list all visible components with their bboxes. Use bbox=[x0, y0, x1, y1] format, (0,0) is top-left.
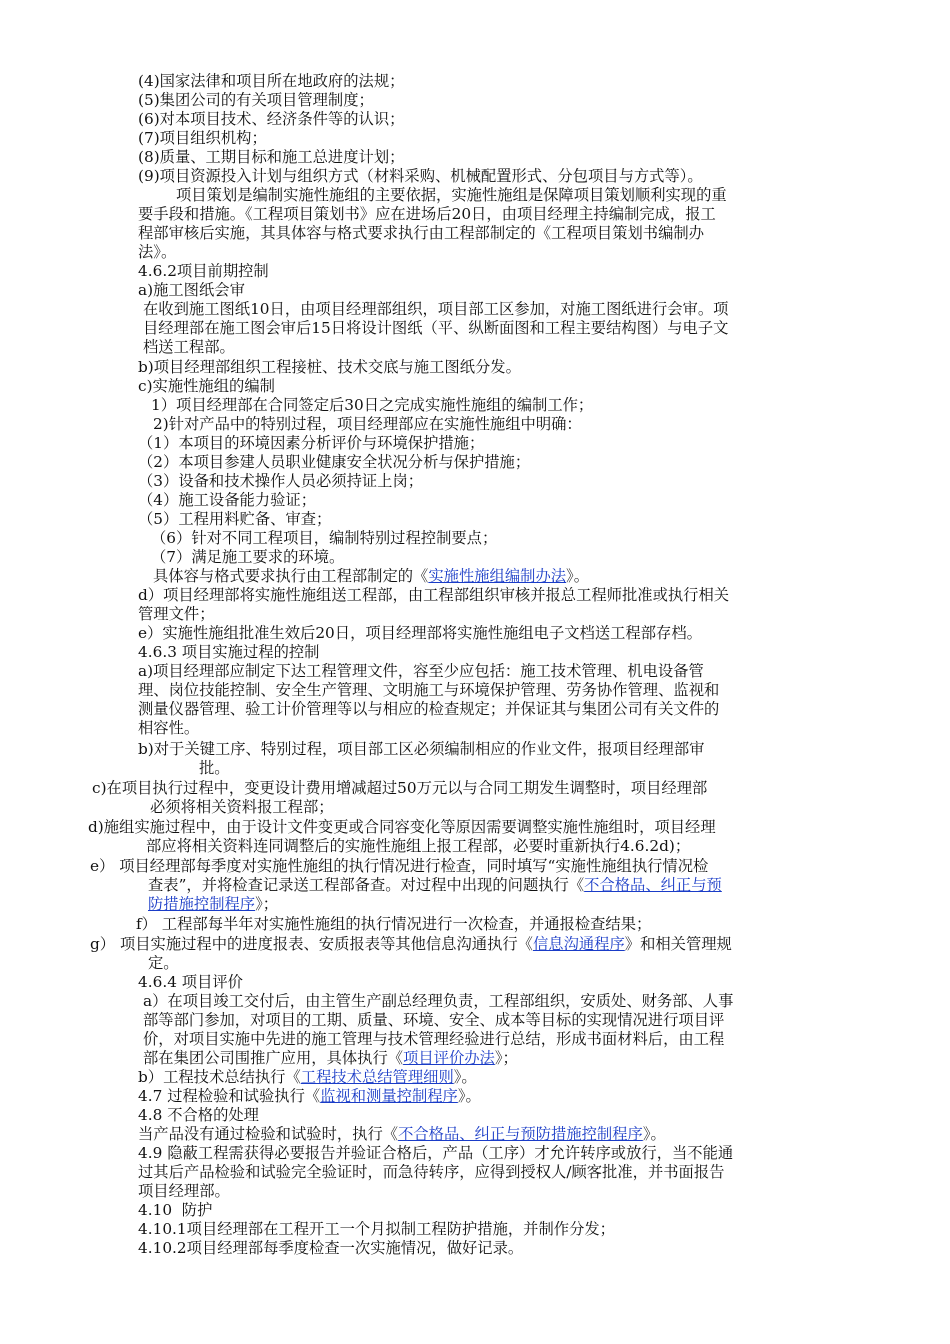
text-line bbox=[146, 837, 690, 855]
text-run: 部等部门参加，对项目的工期、质量、环境、安全、成本等目标的实现情况进行项目评 bbox=[143, 1011, 725, 1029]
text-run: 在收到施工图纸10日，由项目经理部组织，项目部工区参加，对施工图纸进行会审。项 bbox=[143, 300, 729, 318]
text-run: 必须将相关资料报工程部； bbox=[150, 798, 334, 816]
text-run: 》； bbox=[494, 1049, 518, 1067]
text-line bbox=[151, 529, 497, 547]
text-run: （5）工程用料贮备、审查； bbox=[138, 510, 332, 528]
text-run: b）工程技术总结执行《 bbox=[138, 1068, 301, 1086]
text-line bbox=[138, 1239, 523, 1257]
text-run: c)在项目执行过程中，变更设计费用增减超过50万元以与合同工期发生调整时，项目经理部 bbox=[92, 779, 708, 797]
text-run: 4.8 不合格的处理 bbox=[138, 1106, 259, 1124]
text-run: 》； bbox=[255, 895, 279, 913]
text-run: 查表”，并将检查记录送工程部备查。对过程中出现的问题执行《 bbox=[148, 876, 585, 894]
text-line bbox=[176, 186, 727, 204]
text-run: 程部审核后实施，其具体容与格式要求执行由工程部制定的《工程项目策划书编制办 bbox=[138, 224, 704, 242]
text-run: 要手段和措施。《工程项目策划书》应在进场后20日，由项目经理主持编制完成，报工 bbox=[138, 205, 716, 223]
text-run: c)实施性施组的编制 bbox=[138, 377, 275, 395]
text-line bbox=[138, 472, 423, 490]
text-run: a)施工图纸会审 bbox=[138, 281, 245, 299]
text-run: 批。 bbox=[199, 759, 230, 777]
text-line bbox=[138, 377, 275, 395]
text-run: b)对于关键工序、特别过程，项目部工区必须编制相应的作业文件，报项目经理部审 bbox=[138, 740, 705, 758]
text-run: （4）施工设备能力验证； bbox=[138, 491, 316, 509]
text-line bbox=[138, 605, 215, 623]
text-run: 过其后产品检验和试验完全验证时，而急待转序，应得到授权人/顾客批准，并书面报告 bbox=[138, 1163, 725, 1181]
text-line bbox=[138, 1068, 477, 1086]
text-run: 目经理部在施工图会审后15日将设计图纸（平、纵断面图和工程主要结构图）与电子文 bbox=[143, 319, 729, 337]
text-run: 4.10.1项目经理部在工程开工一个月拟制工程防护措施，并制作分发； bbox=[138, 1220, 615, 1238]
text-line bbox=[92, 779, 707, 797]
text-run: a)项目经理部应制定下达工程管理文件，容至少应包括：施工技术管理、机电设备管 bbox=[138, 662, 704, 680]
text-run: e） 项目经理部每季度对实施性施组的执行情况进行检查，同时填写“实施性施组执行情况检 bbox=[90, 857, 709, 875]
section-heading bbox=[138, 1201, 212, 1219]
text-run: （7）满足施工要求的环境。 bbox=[151, 548, 345, 566]
text-run: 4.10 防护 bbox=[138, 1201, 213, 1219]
link-buhegepin-chengxu-cont[interactable]: 防措施控制程序 bbox=[148, 895, 256, 913]
text-line bbox=[138, 700, 719, 718]
text-run: 4.6.2项目前期控制 bbox=[138, 262, 269, 280]
text-run: 4.7 过程检验和试验执行《 bbox=[138, 1087, 321, 1105]
text-run: 》。 bbox=[642, 1125, 666, 1143]
text-run: 部应将相关资料连同调整后的实施性施组上报工程部，必要时重新执行4.6.2d)； bbox=[146, 837, 691, 855]
text-run: （1）本项目的环境因素分析评价与环境保护措施； bbox=[138, 434, 485, 452]
link-xinxi-goutong-chengxu[interactable]: 信息沟通程序 bbox=[532, 935, 625, 953]
text-line bbox=[143, 338, 235, 356]
text-line bbox=[138, 740, 704, 758]
text-run: 价，对项目实施中先进的施工管理与技术管理经验进行总结，形成书面材料后，由工程 bbox=[143, 1030, 725, 1048]
text-line bbox=[151, 548, 344, 566]
text-run: 部在集团公司围推广应用，具体执行《 bbox=[143, 1049, 404, 1067]
text-line bbox=[143, 1011, 724, 1029]
text-run: 4.6.4 项目评价 bbox=[138, 973, 243, 991]
text-line bbox=[138, 624, 702, 642]
text-run: （3）设备和技术操作人员必须持证上岗； bbox=[138, 472, 424, 490]
text-run: 项目经理部。 bbox=[138, 1182, 230, 1200]
text-run: d)施组实施过程中，由于设计文件变更或合同容变化等原因需要调整实施性施组时，项目经理 bbox=[88, 818, 716, 836]
text-run: （6）针对不同工程项目，编制特别过程控制要点； bbox=[151, 529, 498, 547]
text-line bbox=[153, 415, 582, 433]
text-run: d）项目经理部将实施性施组送工程部，由工程部组织审核并报总工程师批准或执行相关 bbox=[138, 586, 730, 604]
text-run: （2）本项目参建人员职业健康安全状况分析与保护措施； bbox=[138, 453, 531, 471]
text-line bbox=[153, 567, 589, 585]
text-run: b)项目经理部组织工程接桩、技术交底与施工图纸分发。 bbox=[138, 358, 521, 376]
text-line bbox=[138, 358, 521, 376]
text-run: 理、岗位技能控制、安全生产管理、文明施工与环境保护管理、劳务协作管理、监视和 bbox=[138, 681, 720, 699]
text-line bbox=[138, 586, 729, 604]
text-run: 2)针对产品中的特别过程，项目经理部应在实施性施组中明确： bbox=[153, 415, 582, 433]
text-run: (4)国家法律和项目所在地政府的法规； bbox=[138, 72, 405, 90]
text-line bbox=[138, 510, 331, 528]
text-line bbox=[143, 300, 728, 318]
text-line bbox=[136, 915, 651, 933]
text-run: 》。 bbox=[453, 1068, 477, 1086]
text-run: 管理文件； bbox=[138, 605, 215, 623]
text-line bbox=[138, 491, 316, 509]
text-run: 1）项目经理部在合同签定后30日之完成实施性施组的编制工作； bbox=[151, 396, 594, 414]
text-run: 定。 bbox=[148, 954, 179, 972]
text-run: 4.6.3 项目实施过程的控制 bbox=[138, 643, 320, 661]
text-line bbox=[138, 1163, 724, 1181]
section-heading bbox=[138, 973, 243, 991]
text-line bbox=[90, 935, 732, 953]
text-line bbox=[138, 1125, 666, 1143]
text-line bbox=[148, 954, 179, 972]
text-run: (9)项目资源投入计划与组织方式（材料采购、机械配置形式、分包项目与方式等）。 bbox=[138, 167, 703, 185]
text-line bbox=[143, 992, 733, 1010]
text-run: 4.10.2项目经理部每季度检查一次实施情况，做好记录。 bbox=[138, 1239, 524, 1257]
text-run: (5)集团公司的有关项目管理制度； bbox=[138, 91, 374, 109]
text-run: 项目策划是编制实施性施组的主要依据，实施性施组是保障项目策划顺利实现的重 bbox=[176, 186, 727, 204]
text-line bbox=[138, 1220, 615, 1238]
text-run: 4.9 隐蔽工程需获得必要报告并验证合格后，产品（工序）才允许转序或放行，当不能通 bbox=[138, 1144, 734, 1162]
text-line bbox=[150, 798, 334, 816]
text-line bbox=[138, 148, 404, 166]
text-run: 》。 bbox=[457, 1087, 481, 1105]
text-line bbox=[138, 681, 719, 699]
text-run: g） 项目实施过程中的进度报表、安质报表等其他信息沟通执行《 bbox=[90, 935, 533, 953]
text-line bbox=[138, 1087, 481, 1105]
text-line bbox=[138, 129, 267, 147]
text-line bbox=[138, 1182, 230, 1200]
text-line bbox=[138, 281, 245, 299]
section-heading bbox=[138, 643, 319, 661]
text-line bbox=[138, 453, 530, 471]
text-run: (8)质量、工期目标和施工总进度计划； bbox=[138, 148, 405, 166]
text-run: 当产品没有通过检验和试验时，执行《 bbox=[138, 1125, 399, 1143]
link-buhegepin-chengxu-2[interactable]: 不合格品、纠正与预防措施控制程序 bbox=[398, 1125, 643, 1143]
text-line bbox=[90, 857, 708, 875]
text-line bbox=[138, 243, 176, 261]
text-line bbox=[138, 72, 404, 90]
text-line bbox=[88, 818, 716, 836]
text-run: 档送工程部。 bbox=[143, 338, 235, 356]
link-jianshi-celiang-chengxu[interactable]: 监视和测量控制程序 bbox=[320, 1087, 458, 1105]
text-line bbox=[143, 319, 728, 337]
text-line bbox=[138, 91, 374, 109]
text-line bbox=[143, 1030, 724, 1048]
link-shishixing-shizu-bianzhi-banfa[interactable]: 实施性施组编制办法 bbox=[428, 567, 567, 585]
text-run: (7)项目组织机构； bbox=[138, 129, 267, 147]
text-run: 测量仪器管理、验工计价管理等以与相应的检查规定；并保证其与集团公司有关文件的 bbox=[138, 700, 720, 718]
text-line bbox=[138, 224, 704, 242]
text-run: (6)对本项目技术、经济条件等的认识； bbox=[138, 110, 405, 128]
text-run: e）实施性施组批准生效后20日，项目经理部将实施性施组电子文档送工程部存档。 bbox=[138, 624, 702, 642]
text-line bbox=[199, 759, 230, 777]
text-run: 相容性。 bbox=[138, 719, 200, 737]
text-line bbox=[138, 662, 704, 680]
text-run: 具体容与格式要求执行由工程部制定的《 bbox=[153, 567, 429, 585]
text-line bbox=[138, 434, 484, 452]
text-line bbox=[138, 1144, 733, 1162]
text-run: 》和相关管理规 bbox=[624, 935, 732, 953]
section-heading bbox=[138, 1106, 259, 1124]
text-line bbox=[143, 1049, 518, 1067]
text-run: f） 工程部每半年对实施性施组的执行情况进行一次检查，并通报检查结果； bbox=[136, 915, 652, 933]
text-line bbox=[138, 719, 199, 737]
text-line bbox=[148, 876, 722, 894]
section-heading bbox=[138, 262, 269, 280]
text-line bbox=[151, 396, 593, 414]
text-line bbox=[138, 205, 716, 223]
link-gongcheng-jishu-zongjie-xize[interactable]: 工程技术总结管理细则 bbox=[300, 1068, 454, 1086]
text-run: 》。 bbox=[566, 567, 589, 585]
text-run: a）在项目竣工交付后，由主管生产副总经理负责，工程部组织，安质处、财务部、人事 bbox=[143, 992, 734, 1010]
link-buhegepin-chengxu[interactable]: 不合格品、纠正与预 bbox=[584, 876, 722, 894]
link-xiangmu-pingjia-banfa[interactable]: 项目评价办法 bbox=[403, 1049, 495, 1067]
text-run: 法》。 bbox=[138, 243, 177, 261]
text-line bbox=[138, 167, 703, 185]
text-line bbox=[148, 895, 278, 913]
text-line bbox=[138, 110, 404, 128]
